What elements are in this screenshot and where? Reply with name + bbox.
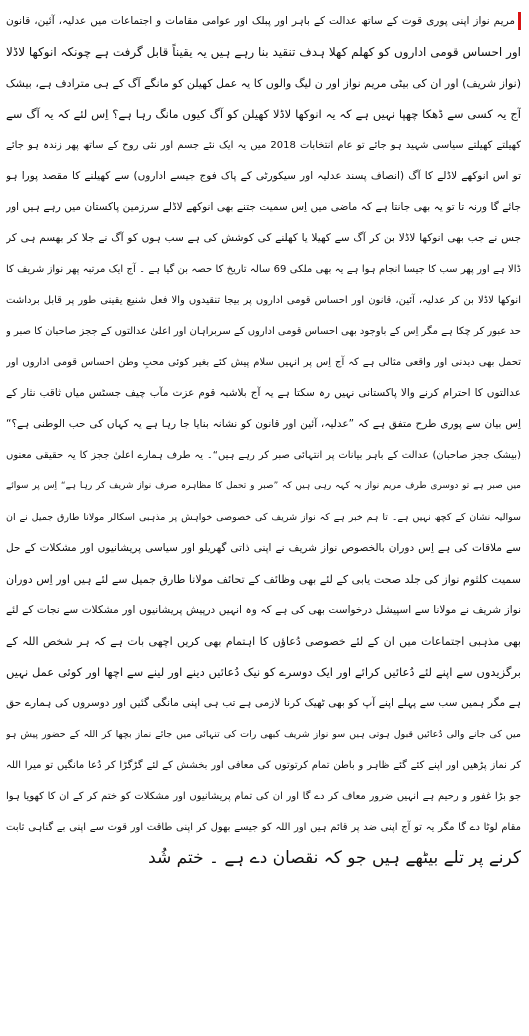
article-line: بھی مذہبی اجتماعات میں ان کے لئے خصوصی دُعاؤں کا اہتمام بھی کریں اچھی بات ہے کہ ہر شخص اللہ کے	[6, 635, 521, 648]
article-line: جس نے جب بھی انوکھا لاڈلا بن کر آگ سے کھیلا یا کھلنے کی کوشش کی ہے سب ہوں کو آگ نے جلا کر بھسم ہی کر	[6, 232, 521, 244]
article-line: اور احساس قومی اداروں کو کھلم کھلا ہدف تنقید بنا رہے ہیں یہ یقیناً قابل گرفت ہے چونکہ انوکھا لاڈلا	[6, 45, 521, 59]
article-line: تحمل بھی دیدنی اور واقعی مثالی ہے کہ آج اِس پر انہیں سلام پیش کئے بغیر کوئی محبِ وطن احساس قومی اداروں اور	[6, 357, 521, 368]
article-line: انوکھا لاڈلا بن کر عدلیہ، آئین، قانون اور احساس قومی اداروں پر بیجا تنقیدوں والا فعل شنیع یقینی طور پر قابل برداشت	[6, 295, 521, 306]
article-line: سوالیہ نشان کے کچھ نہیں ہے۔ تا ہم خبر ہے کہ نواز شریف کی خصوصی خواہش پر مذہبی اسکالر مولانا طارق جمیل نے ان	[6, 512, 521, 523]
article-line: عدالتوں کا احترام کرنے والا پاکستانی نہیں رہ سکتا ہے یہ آج بلاشبہ قوم عزت مآب چیف جسٹس میاں ثاقب نثار کے	[6, 387, 521, 399]
article-line: مقام لوٹا دے گا مگر یہ تو آج اپنی ضد پر قائم ہیں اور اللہ کو جیسے بھول کر اپنی طاقت اور قوت سے اپنی بے گناہی ثابت	[6, 822, 521, 833]
article-line: میں صبر ہے تو دوسری طرف مریم نواز یہ کہہ رہی ہیں کہ ”صبر و تحمل کا مظاہرہ صرف نواز شریف کر رہا ہے“ اِس پر سوائے	[6, 481, 521, 491]
article-line: کھیلتے کھیلتے سیاسی شہید ہو جائے تو عام انتخابات 2018 میں یہ ایک نئے جسم اور نئی روح کے ساتھ پھر زندہ ہو جائے	[6, 140, 521, 151]
article-line: میں کی جانے والی دُعائیں قبول ہوتی ہیں سو نواز شریف کبھی رات کی تنہائی میں جائے نماز بچھا کر اللہ کے حضور پیش ہو	[6, 729, 521, 740]
paragraph-marker-icon	[518, 12, 521, 30]
article-line: حد عبور کر چکا ہے مگر اِس کے باوجود بھی احساس قومی اداروں کے سربراہان اور اعلیٰ عدالتوں کے ججز صاحبان کا صبر و	[6, 326, 521, 337]
article-line: (بیشک ججز صاحبان) عدالت کے باہر بیانات پر انتہائی صبر کر رہے ہیں“۔ یہ طرف ہمارے اعلیٰ ججز کا یہ حقیقی معنوں	[6, 450, 521, 461]
article-line: آج یہ کسی سے ڈھکا چھپا نہیں ہے کہ یہ انوکھا لاڈلا کھیلن کو آگ کیوں مانگ رہا ہے؟ اِس لئے کہ یہ آگ سے	[6, 107, 521, 121]
article-line: سے ملاقات کی ہے اِس دوران بالخصوص نواز شریف نے اپنی ذاتی گھریلو اور سیاسی پریشانیوں اور مشکلات کے حل	[6, 542, 521, 554]
article-line: تو اس انوکھے لاڈلے کا آگ (انصاف پسند عدلیہ اور سیکورٹی کے پاک فوج جیسے اداروں) سے کھیلنے کا مقصد پورا ہو	[6, 170, 521, 182]
article-line: جو بڑا غفور و رحیم ہے انہیں ضرور معاف کر دے گا اور ان کی تمام پریشانیوں اور مشکلات کو ختم کر کے ان کا کھویا ہوا	[6, 791, 521, 802]
article-line	[6, 6, 521, 37]
article-line: کر نماز پڑھیں اور اپنے کئے گئے ظاہر و باطن تمام کرتوتوں کی معافی اور بخشش کے لئے گڑگڑا کر دُعا مانگیں تو میرا اللہ	[6, 760, 521, 771]
article-line-text: مریم نواز اپنی پوری قوت کے ساتھ عدالت کے باہر اور پبلک اور عوامی مقامات و اجتماعات میں عدلیہ، آئین، قانون	[6, 15, 515, 27]
article-line: ڈالا ہے اور پھر سب کا جیسا انجام ہوا ہے یہ بھی ملکی 69 سالہ تاریخ کا حصہ بن گیا ہے ۔ آج ایک مرتبہ پھر نواز شریف کا	[6, 264, 521, 275]
article-line: اِس بیان سے پوری طرح متفق ہے کہ ”عدلیہ، آئین اور قانون کو نشانہ بنایا جا رہا ہے یہ کہاں کی حب الوطنی ہے؟“	[6, 418, 521, 430]
article-line: برگزیدوں سے اپنے لئے دُعائیں کرائے اور ایک دوسرے کو نیک دُعائیں دینے اور لینے سے اچھا اور کوئی عمل نہیں	[6, 665, 521, 679]
article-line: نواز شریف نے مولانا سے اسپیشل درخواست بھی کی ہے کہ وہ انہیں درپیش پریشانیوں اور مشکلات سے نجات کے لئے	[6, 604, 521, 616]
article-line: جائے گا ورنہ تا تو یہ بھی جانتا ہے کہ ماضی میں اِس سمیت جتنے بھی انوکھے لاڈلے سرزمین پاکستان میں رہے ہیں اور	[6, 201, 521, 213]
article-line: ہے مگر ہمیں سب سے پہلے اپنے آپ کو بھی ٹھیک کرنا لازمی ہے تب ہی اپنی مانگی گئیں اور دوسروں کی ہمارے حق	[6, 697, 521, 709]
article-line: کرنے پر تلے بیٹھے ہیں جو کہ نقصان دے ہے ۔ ختم شُد	[148, 848, 521, 868]
article-line: (نواز شریف) اور ان کی بیٹی مریم نواز اور ن لیگ والوں کا یہ عمل کھیلن کو مانگے آگ کے ہی مترادف ہے، بیشک	[6, 77, 521, 90]
article-line: سمیت کلثوم نواز کی جلد صحت یابی کے لئے بھی وظائف کے تحائف مولانا طارق جمیل سے لئے ہیں اور اِس دوران	[6, 573, 521, 586]
